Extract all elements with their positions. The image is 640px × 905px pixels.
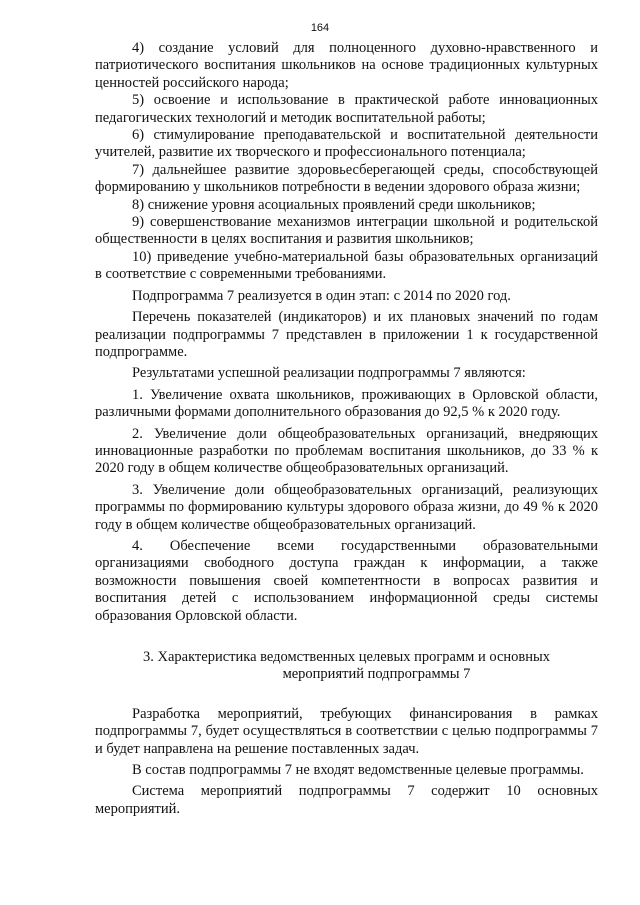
result-item: 2. Увеличение доли общеобразовательных организаций, внедряющих инновационные разработки по проблемам воспитания школьников, до 33 % к 2020 году в общем количестве общеобразовательных организаций. xyxy=(95,425,598,477)
section-heading-line1: 3. Характеристика ведомственных целевых программ и основных xyxy=(142,649,551,665)
section-heading-line2: мероприятий подпрограммы 7 xyxy=(282,666,471,683)
list-item: 6) стимулирование преподавательской и воспитательной деятельности учителей, развитие их творческого и профессионального потенциала; xyxy=(95,127,598,161)
result-item: 3. Увеличение доли общеобразовательных организаций, реализующих программы по формированию культуры здорового образа жизни, до 49 % к 2020 году в общем количестве общеобразовательных организаций. xyxy=(95,481,598,533)
page-content xyxy=(95,40,598,818)
list-item: 5) освоение и использование в практической работе инновационных педагогических технологий и методик воспитательной работы; xyxy=(95,92,598,126)
stage-paragraph: Подпрограмма 7 реализуется в один этап: с 2014 по 2020 год. xyxy=(132,287,511,304)
result-item: 4. Обеспечение всеми государственными образовательными организациями свободного доступа граждан к информации, а также возможности повышения своей компетентности в вопросах развития и воспитания детей с использованием информационной среды системы образования Орловской области. xyxy=(95,537,598,624)
page-number: 164 xyxy=(310,22,330,34)
list-item: 10) приведение учебно-материальной базы образовательных организаций в соответствие с современными требованиями. xyxy=(95,248,598,283)
results-intro: Результатами успешной реализации подпрограммы 7 являются: xyxy=(132,365,526,382)
list-item: 8) снижение уровня асоциальных проявлений среди школьников; xyxy=(132,196,536,213)
list-item: 4) создание условий для полноценного духовно-нравственного и патриотического воспитания школьников на основе традиционных культурных ценностей российского народа; xyxy=(95,40,598,91)
section-paragraph: Система мероприятий подпрограммы 7 содержит 10 основных мероприятий. xyxy=(95,783,598,817)
list-item: 7) дальнейшее развитие здоровьесберегающей среды, способствующей формированию у школьников потребности в ведении здорового образа жизни; xyxy=(95,161,598,196)
section-paragraph: Разработка мероприятий, требующих финансирования в рамках подпрограммы 7, будет осуществляться в соответствии с целью подпрограммы 7 и будет направлена на решение поставленных задач. xyxy=(95,705,598,757)
section-heading xyxy=(95,649,598,684)
list-item: 9) совершенствование механизмов интеграции школьной и родительской общественности в целях воспитания и развития школьников; xyxy=(95,214,598,248)
result-item: 1. Увеличение охвата школьников, проживающих в Орловской области, различными формами дополнительного образования до 92,5 % к 2020 году. xyxy=(95,386,598,421)
indicators-paragraph: Перечень показателей (индикаторов) и их плановых значений по годам реализации подпрограммы 7 представлен в приложении 1 к государственной подпрограмме. xyxy=(95,309,598,360)
section-paragraph: В состав подпрограммы 7 не входят ведомственные целевые программы. xyxy=(132,762,584,779)
